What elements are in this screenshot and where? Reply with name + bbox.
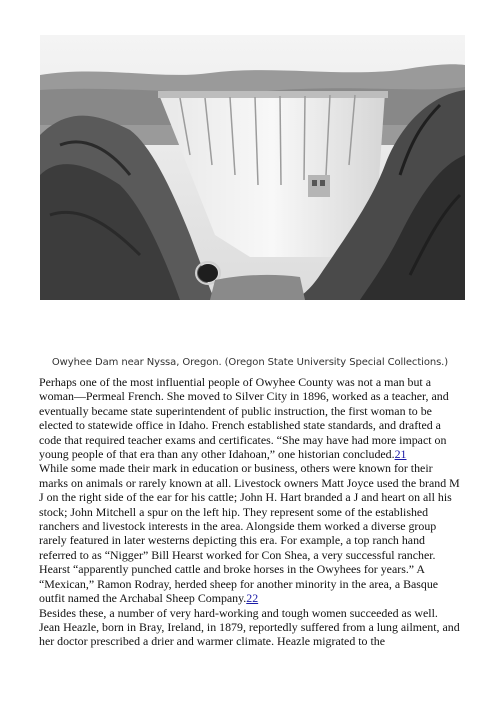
paragraph-text: Perhaps one of the most influential people of Owyhee County was not a man but a woman—Permeal French. She moved to Silver City in 1896, worked as a teacher, and eventually became state superintendent of public instruction, the first woman to be elected to statewide office in Idaho. French established state standards, and drafted a code that required teacher exams and certificates. “She may have had more impact on young people of that era than any other Idahoan,” one historian concluded. xyxy=(39,375,449,462)
paragraph xyxy=(39,461,461,605)
paragraph-text: Besides these, a number of very hard-working and tough women succeeded as well. Jean Heazle, born in Bray, Ireland, in 1879, reportedly suffered from a lung ailment, and her doctor prescribed a drier and warmer climate. Heazle migrated to the xyxy=(39,605,460,649)
footnote-link[interactable]: 22 xyxy=(246,591,259,606)
paragraph-text: While some made their mark in education or business, others were known for their marks on animals or rarely known at all. Livestock owners Matt Joyce used the brand M J on the right side of the ear for his cattle; John H. Hart branded a J and heart on all his stock; John Mitchell a spur on the left hip. They represent some of the established ranchers and livestock interests in the area. Alongside them worked a diverse group rarely featured in later westerns depicting this era. For example, a top ranch hand referred to as “Nigger” Bill Hearst worked for Con Shea, a very successful rancher. Hearst “apparently punched cattle and broke horses in the Owyhees for years.” A “Mexican,” Ramon Rodray, herded sheep for another minority in the area, a Basque outfit named the Archabal Sheep Company. xyxy=(39,461,460,606)
paragraph xyxy=(39,606,461,649)
figure-caption: Owyhee Dam near Nyssa, Oregon. (Oregon State University Special Collections.) xyxy=(51,357,449,368)
paragraph xyxy=(39,375,461,461)
body-text xyxy=(39,375,461,649)
footnote-link[interactable]: 21 xyxy=(394,447,407,462)
dam-photo xyxy=(40,35,465,300)
